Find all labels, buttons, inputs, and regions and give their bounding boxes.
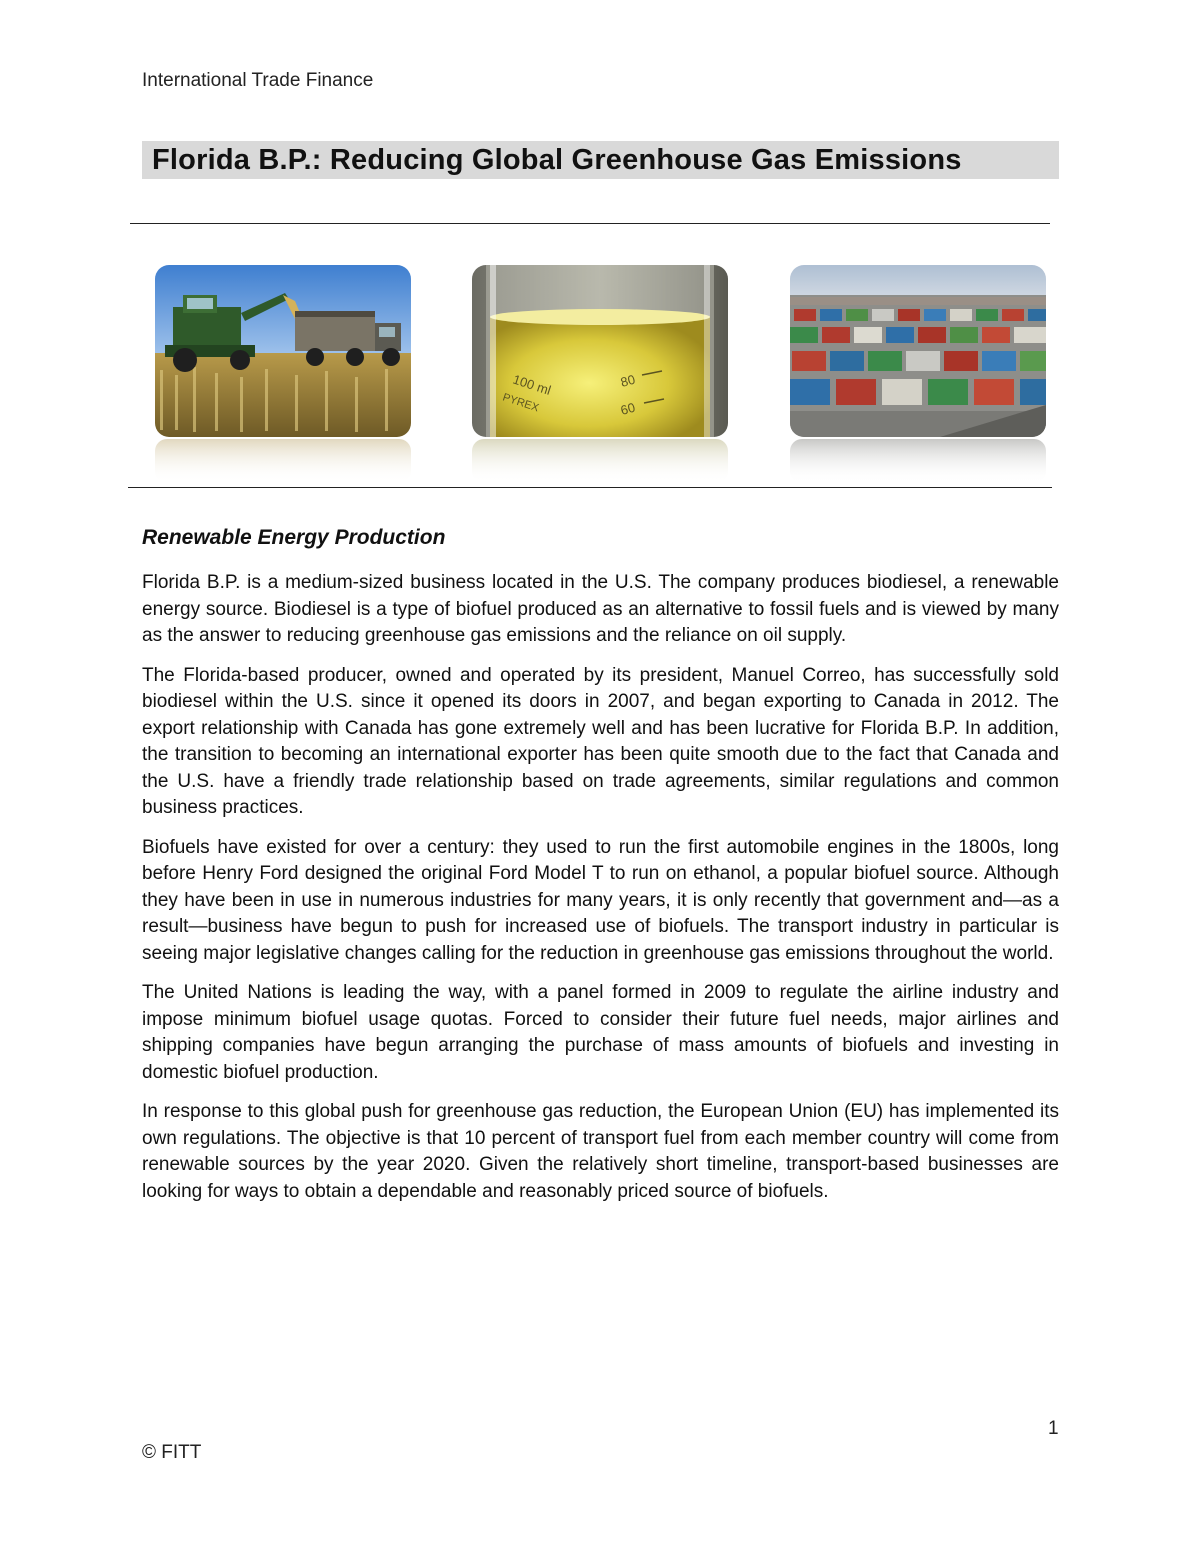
- bottom-divider: [128, 487, 1052, 488]
- svg-text:PYREX: PYREX: [501, 391, 541, 415]
- copyright-footer: © FITT: [142, 1442, 202, 1463]
- shipping-containers-reflection: [790, 439, 1046, 483]
- biodiesel-beaker-photo: [472, 265, 728, 437]
- body-text: [142, 570, 1059, 1218]
- paragraph: The Florida-based producer, owned and operated by its president, Manuel Correo, has successfully sold biodiesel within the U.S. since it opened its doors in 2007, and began exporting to Canada in 2012. The export relationship with Canada has gone extremely well and has been lucrative for Florida B.P. In addition, the transition to becoming an international exporter has been quite smooth due to the fact that Canada and the U.S. have a friendly trade relationship based on trade agreements, similar regulations and common business practices.: [142, 664, 1059, 818]
- paragraph: Florida B.P. is a medium-sized business located in the U.S. The company produces biodiesel, a renewable energy source. Biodiesel is a type of biofuel produced as an alternative to fossil fuels and is viewed by many as the answer to reducing greenhouse gas emissions and the reliance on oil supply.: [142, 572, 1059, 646]
- paragraph: The United Nations is leading the way, with a panel formed in 2009 to regulate the airline industry and impose minimum biofuel usage quotas. Forced to consider their future fuel needs, major airlines and shipping companies have begun arranging the purchase of mass amounts of biofuels and investing in domestic biofuel production.: [142, 982, 1059, 1083]
- title-bar: [142, 141, 1059, 179]
- running-header: International Trade Finance: [142, 70, 374, 91]
- paragraph: Biofuels have existed for over a century: they used to run the first automobile engines in the 1800s, long before Henry Ford designed the original Ford Model T to run on ethanol, a popular biofuel source. Although they have been in use in numerous industries for many years, it is only recently that government and—as a result—business have begun to push for increased use of biofuels. The transport industry in particular is seeing major legislative changes calling for the reduction in greenhouse gas emissions throughout the world.: [142, 836, 1059, 964]
- combine-harvester-reflection: [155, 439, 411, 483]
- top-divider: [130, 223, 1050, 224]
- svg-text:80: 80: [618, 371, 637, 390]
- svg-text:60: 60: [618, 399, 637, 418]
- shipping-containers-photo: [790, 265, 1046, 437]
- paragraph: In response to this global push for greenhouse gas reduction, the European Union (EU) has implemented its own regulations. The objective is that 10 percent of transport fuel from each member country will come from renewable sources by the year 2020. Given the relatively short timeline, transport-based businesses are looking for ways to obtain a dependable and reasonably priced source of biofuels.: [142, 1101, 1059, 1202]
- section-heading: Renewable Energy Production: [142, 526, 446, 549]
- combine-harvester-photo: [155, 265, 411, 437]
- biodiesel-beaker-reflection: [472, 439, 728, 483]
- document-title: Florida B.P.: Reducing Global Greenhouse Gas Emissions: [152, 144, 962, 176]
- svg-text:100 ml: 100 ml: [511, 371, 553, 398]
- page-number: 1: [1048, 1418, 1059, 1439]
